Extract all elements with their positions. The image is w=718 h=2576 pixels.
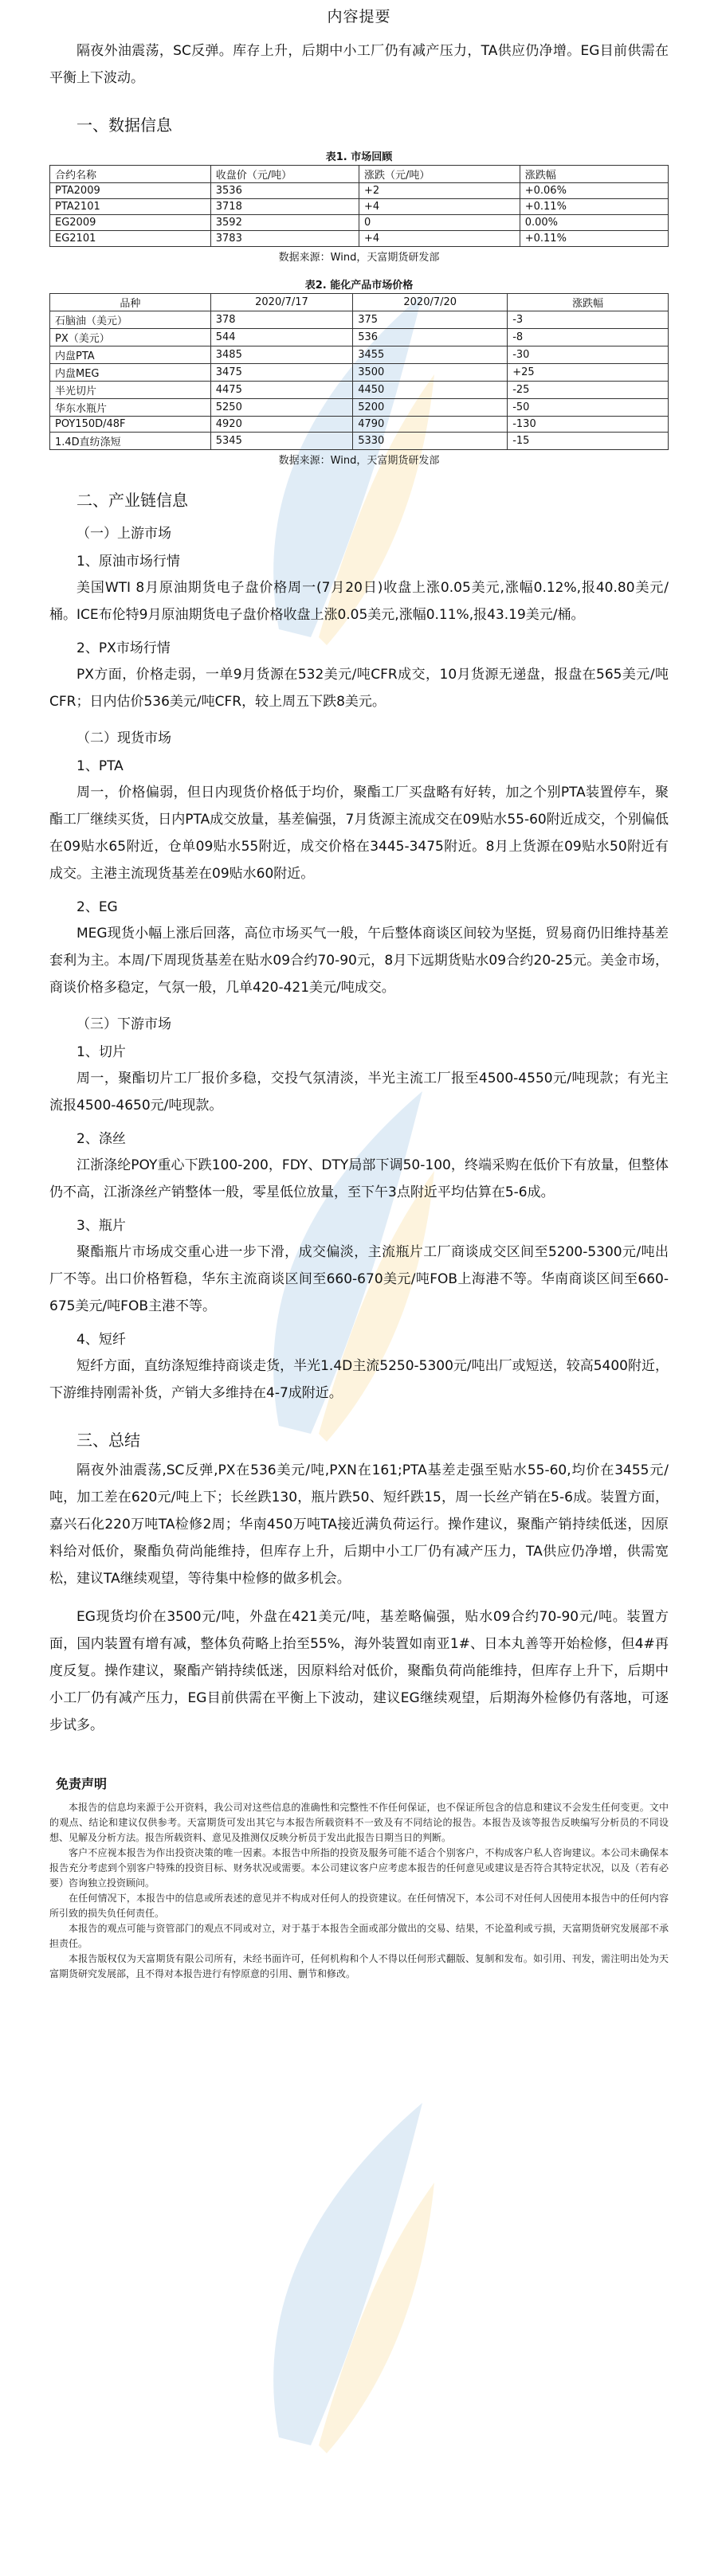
disclaimer-paragraph: 本报告版权仅为天富期货有限公司所有，未经书面许可，任何机构和个人不得以任何形式翻版、复制和发布。如引用、刊发，需注明出处为天富期货研究发展部，且不得对本报告进行有悖原意的引用、删节和修改。 <box>49 1953 669 1979</box>
staple-fiber-heading: 4、短纤 <box>77 1332 126 1348</box>
pta-heading: 1、PTA <box>77 758 124 774</box>
table-cell: 3475 <box>210 364 352 382</box>
summary-eg-text: EG现货均价在3500元/吨，外盘在421美元/吨，基差略偏强，贴水09合约70-90元/吨。装置方面，国内装置有增有减，整体负荷略上抬至55%，海外装置如南亚1#、日本丸善等开始检修，但4#再度反复。操作建议，聚酯产销持续低迷，因原料给对低价，聚酯负荷尚能维持，但库存上升下，后期中小工厂仍有减产压力，EG目前供需在平衡上下波动，建议EG继续观望，后期海外检修仍有落地，可逐步试多。 <box>49 1609 669 1733</box>
column-header: 涨跌幅 <box>520 166 668 183</box>
px-heading: 2、PX市场行情 <box>77 640 171 656</box>
table2-source: 数据来源：Wind，天富期货研发部 <box>278 455 440 467</box>
table-cell: 375 <box>353 311 508 329</box>
column-header: 合约名称 <box>50 166 211 183</box>
table-cell: 0 <box>359 215 520 231</box>
table-cell: 半光切片 <box>50 382 211 399</box>
table-cell: 3536 <box>210 183 359 199</box>
table-cell: 3500 <box>353 364 508 382</box>
table-cell: 华东水瓶片 <box>50 399 211 417</box>
table-cell: -3 <box>508 311 669 329</box>
table-cell: 5345 <box>210 433 352 450</box>
table-cell: -30 <box>508 346 669 364</box>
table-cell: +2 <box>359 183 520 199</box>
polyester-yarn-heading: 2、涤丝 <box>77 1131 126 1147</box>
bottle-chip-heading: 3、瓶片 <box>77 1218 126 1234</box>
table-row <box>50 311 669 329</box>
table-row <box>50 183 669 199</box>
disclaimer-paragraph: 本报告的信息均来源于公开资料，我公司对这些信息的准确性和完整性不作任何保证，也不保证所包含的信息和建议不会发生任何变更。文中的观点、结论和建议仅供参考。天富期货可发出其它与本报告所载资料不一致及有不同结论的报告。本报告及该等报告反映编写分析员的不同设想、见解及分析方法。报告所载资料、意见及推测仅反映分析员于发出此报告日期当日的判断。 <box>49 1802 669 1843</box>
table1-source: 数据来源：Wind，天富期货研发部 <box>278 252 440 264</box>
column-header: 收盘价（元/吨） <box>210 166 359 183</box>
chemical-prices-table <box>49 293 669 450</box>
table-row <box>50 199 669 215</box>
table-cell: 378 <box>210 311 352 329</box>
eg-text: MEG现货小幅上涨后回落，高位市场买气一般，午后整体商谈区间较为坚挺，贸易商仍旧维持基差套利为主。本周/下周现货基差在贴水09合约70-90元，8月下远期货贴水09合约20-25元。美金市场，商谈价格多稳定，气氛一般，几单420-421美元/吨成交。 <box>49 926 669 996</box>
table-header-row <box>50 166 669 183</box>
table-cell: +0.06% <box>520 183 668 199</box>
disclaimer-paragraph: 本报告的观点可能与资管部门的观点不同或对立，对于基于本报告全面或部分做出的交易、结果，不论盈利或亏损，天富期货研究发展部不承担责任。 <box>49 1923 669 1949</box>
table-cell: 3783 <box>210 231 359 247</box>
disclaimer-title: 免责声明 <box>56 1776 108 1791</box>
crude-heading: 1、原油市场行情 <box>77 554 180 570</box>
column-header: 品种 <box>50 294 211 311</box>
table-row <box>50 364 669 382</box>
polyester-yarn-text: 江浙涤纶POY重心下跌100-200，FDY、DTY局部下调50-100，终端采购在低价下有放量，但整体仍不高，江浙涤丝产销整体一般，零星低位放量，至下午3点附近平均估算在5-6成。 <box>49 1157 669 1200</box>
table2-caption: 表2. 能化产品市场价格 <box>304 280 414 292</box>
table-cell: -25 <box>508 382 669 399</box>
table-row <box>50 329 669 346</box>
table-cell: 5250 <box>210 399 352 417</box>
table-header-row <box>50 294 669 311</box>
table-row <box>50 433 669 450</box>
table-cell: 1.4D直纺涤短 <box>50 433 211 450</box>
table-cell: 5330 <box>353 433 508 450</box>
summary-pta-text: 隔夜外油震荡,SC反弹,PX在536美元/吨,PXN在161;PTA基差走强至贴水55-60,均价在3455元/吨，加工差在620元/吨上下；长丝跌130，瓶片跌50、短纤跌15，周一长丝产销在5-6成。装置方面，嘉兴石化220万吨TA检修2周；华南450万吨TA接近满负荷运行。操作建议，聚酯产销持续低迷，因原料给对低价，聚酯负荷尚能维持，但库存上升，后期中小工厂仍有减产压力，TA供应仍净增，供需宽松，建议TA继续观望，等待集中检修的做多机会。 <box>49 1462 669 1587</box>
table-cell: 4450 <box>353 382 508 399</box>
px-text: PX方面，价格走弱，一单9月货源在532美元/吨CFR成交，10月货源无递盘，报盘在565美元/吨CFR；日内估价536美元/吨CFR，较上周五下跌8美元。 <box>49 667 669 710</box>
tianfu-logo-watermark <box>263 2071 438 2485</box>
table-cell: PTA2101 <box>50 199 211 215</box>
bottle-chip-text: 聚酯瓶片市场成交重心进一步下滑，成交偏淡，主流瓶片工厂商谈成交区间至5200-5300元/吨出厂不等。出口价格暂稳，华东主流商谈区间至660-670美元/吨FOB上海港不等。华南商谈区间至660-675美元/吨FOB主港不等。 <box>49 1244 669 1314</box>
section2-heading: 二、产业链信息 <box>77 491 188 510</box>
table-cell: 4790 <box>353 417 508 433</box>
table-cell: 3718 <box>210 199 359 215</box>
table-cell: -130 <box>508 417 669 433</box>
column-header: 涨跌（元/吨） <box>359 166 520 183</box>
table-cell: 内盘PTA <box>50 346 211 364</box>
disclaimer-paragraph: 客户不应视本报告为作出投资决策的唯一因素。本报告中所指的投资及服务可能不适合个别客户，不构成客户私人咨询建议。本公司未确保本报告充分考虑到个别客户特殊的投资目标、财务状况或需要。本公司建议客户应考虑本报告的任何意见或建议是否符合其特定状况，以及（若有必要）咨询独立投资顾问。 <box>49 1847 669 1889</box>
table-cell: POY150D/48F <box>50 417 211 433</box>
table-row <box>50 382 669 399</box>
upstream-heading: （一）上游市场 <box>77 526 171 542</box>
spot-heading: （二）现货市场 <box>77 730 171 746</box>
column-header: 2020/7/17 <box>210 294 352 311</box>
table-row <box>50 231 669 247</box>
eg-heading: 2、EG <box>77 899 118 915</box>
document-title: 内容提要 <box>327 8 391 25</box>
table-cell: 3592 <box>210 215 359 231</box>
table-cell: 4920 <box>210 417 352 433</box>
chip-heading: 1、切片 <box>77 1044 126 1060</box>
table-cell: +25 <box>508 364 669 382</box>
market-review-table <box>49 165 669 247</box>
table-cell: 3485 <box>210 346 352 364</box>
section1-heading: 一、数据信息 <box>77 115 172 135</box>
column-header: 涨跌幅 <box>508 294 669 311</box>
table-cell: PTA2009 <box>50 183 211 199</box>
table-row <box>50 399 669 417</box>
table-cell: +0.11% <box>520 199 668 215</box>
table-cell: -8 <box>508 329 669 346</box>
table-cell: EG2101 <box>50 231 211 247</box>
table-row <box>50 215 669 231</box>
downstream-heading: （三）下游市场 <box>77 1016 171 1032</box>
table-cell: +4 <box>359 199 520 215</box>
table-cell: EG2009 <box>50 215 211 231</box>
table-cell: PX（美元） <box>50 329 211 346</box>
chip-text: 周一，聚酯切片工厂报价多稳，交投气氛清淡，半光主流工厂报至4500-4550元/吨现款；有光主流报4500-4650元/吨现款。 <box>49 1071 669 1114</box>
table-cell: 石脑油（美元） <box>50 311 211 329</box>
table-cell: 0.00% <box>520 215 668 231</box>
table-cell: 5200 <box>353 399 508 417</box>
table-cell: 3455 <box>353 346 508 364</box>
table-cell: -50 <box>508 399 669 417</box>
table-cell: +0.11% <box>520 231 668 247</box>
crude-text: 美国WTI 8月原油期货电子盘价格周一(7月20日)收盘上涨0.05美元,涨幅0.12%,报40.80美元/桶。ICE布伦特9月原油期货电子盘价格收盘上涨0.05美元,涨幅0.11%,报43.19美元/桶。 <box>49 580 669 623</box>
column-header: 2020/7/20 <box>353 294 508 311</box>
table-cell: 内盘MEG <box>50 364 211 382</box>
table-cell: 544 <box>210 329 352 346</box>
table-cell: -15 <box>508 433 669 450</box>
table-row <box>50 346 669 364</box>
table1-caption: 表1. 市场回顾 <box>325 151 393 163</box>
section3-heading: 三、总结 <box>77 1431 140 1450</box>
pta-text: 周一，价格偏弱，但日内现货价格低于均价，聚酯工厂买盘略有好转，加之个别PTA装置停车，聚酯工厂继续买货，日内PTA成交放量，基差偏强，7月货源主流成交在09贴水55-60附近成交，个别偏低在09贴水65附近，仓单09贴水55附近，成交价格在3445-3475附近。8月上货源在09贴水50附近有成交。主港主流现货基差在09贴水60附近。 <box>49 785 669 882</box>
table-cell: 4475 <box>210 382 352 399</box>
summary-text: 隔夜外油震荡，SC反弹。库存上升，后期中小工厂仍有减产压力，TA供应仍净增。EG目前供需在平衡上下波动。 <box>49 43 669 86</box>
table-row <box>50 417 669 433</box>
disclaimer-paragraph: 在任何情况下，本报告中的信息或所表述的意见并不构成对任何人的投资建议。在任何情况下，本公司不对任何人因使用本报告中的任何内容所引致的损失负任何责任。 <box>49 1893 669 1919</box>
table-cell: 536 <box>353 329 508 346</box>
table-cell: +4 <box>359 231 520 247</box>
staple-fiber-text: 短纤方面，直纺涤短维持商谈走货，半光1.4D主流5250-5300元/吨出厂或短送，较高5400附近，下游维持刚需补货，产销大多维持在4-7成附近。 <box>49 1358 669 1401</box>
